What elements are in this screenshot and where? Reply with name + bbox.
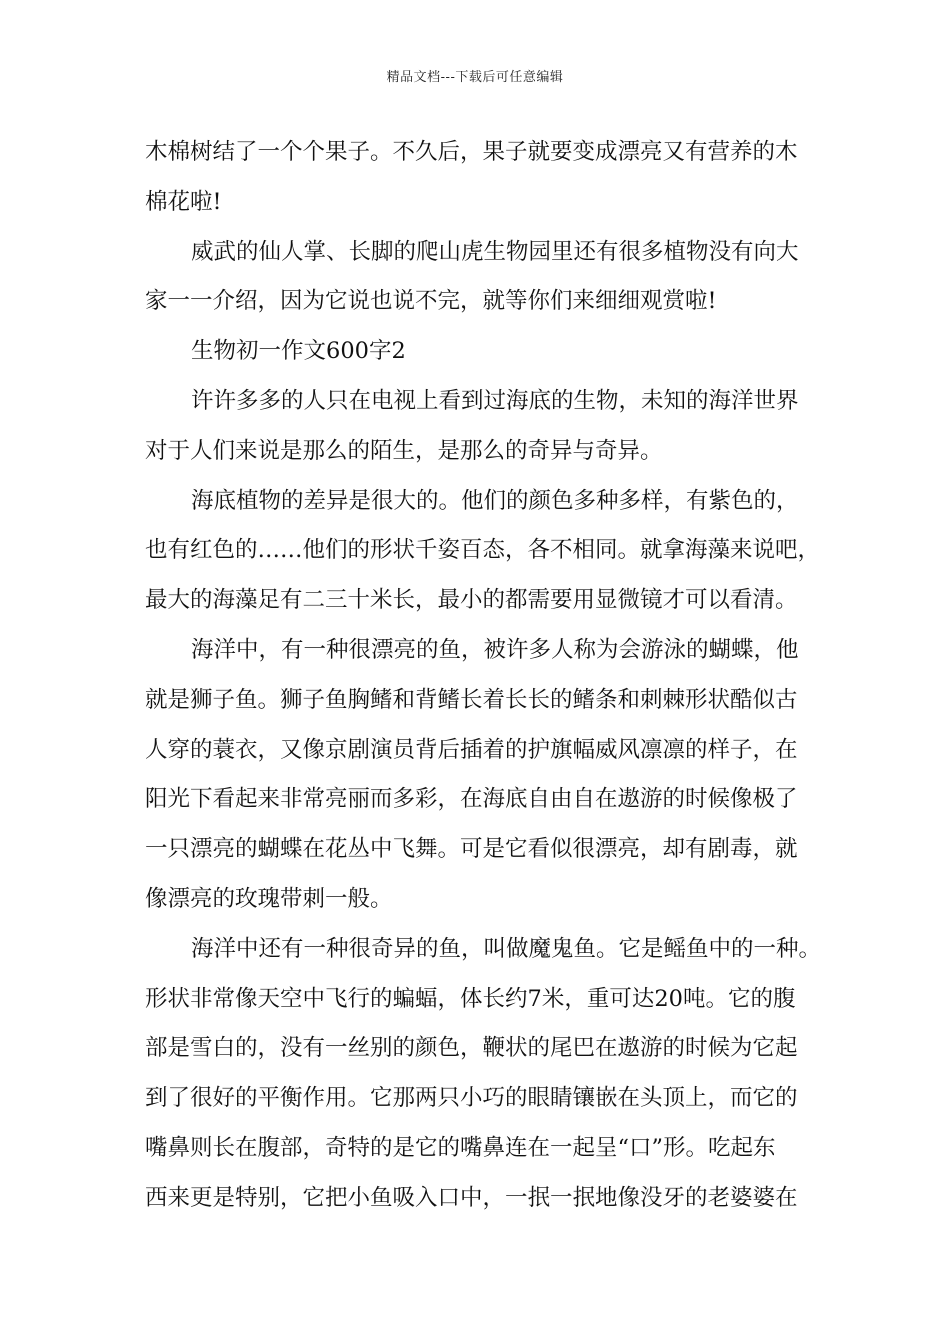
text-line: 部是雪白的，没有一丝别的颜色，鞭状的尾巴在遨游的时候为它起 [145, 1035, 798, 1062]
page-header: 精品文档---下载后可任意编辑 [386, 70, 564, 85]
text-line: 像漂亮的玫瑰带刺一般。 [145, 885, 393, 912]
text-line: 形状非常像天空中飞行的蝙蝠，体长约7米，重可达20吨。它的腹 [145, 985, 796, 1012]
text-line: 海洋中还有一种很奇异的鱼，叫做魔鬼鱼。它是鳐鱼中的一种。 [191, 935, 822, 962]
text-line: 棉花啦! [145, 188, 222, 215]
text-line: 海洋中，有一种很漂亮的鱼，被许多人称为会游泳的蝴蝶，他 [191, 636, 799, 663]
text-line: 木棉树结了一个个果子。不久后，果子就要变成漂亮又有营养的木 [145, 139, 798, 165]
text-line: 一只漂亮的蝴蝶在花丛中飞舞。可是它看似很漂亮，却有剧毒，就 [145, 836, 798, 863]
text-line: 许许多多的人只在电视上看到过海底的生物，未知的海洋世界 [191, 387, 799, 414]
text-line: 阳光下看起来非常亮丽而多彩，在海底自由自在遨游的时候像极了 [145, 786, 798, 813]
text-line: 家一一介绍，因为它说也说不完，就等你们来细细观赏啦! [145, 288, 717, 315]
text-line: 嘴鼻则长在腹部，奇特的是它的嘴鼻连在一起呈“口”形。吃起东 [145, 1134, 776, 1161]
text-line: 威武的仙人掌、长脚的爬山虎生物园里还有很多植物没有向大 [191, 238, 799, 265]
text-line: 西来更是特别，它把小鱼吸入口中，一抿一抿地像没牙的老婆婆在 [145, 1184, 798, 1211]
text-line: 就是狮子鱼。狮子鱼胸鳍和背鳍长着长长的鳍条和刺棘形状酷似古 [145, 686, 798, 713]
text-line: 也有红色的……他们的形状千姿百态，各不相同。就拿海藻来说吧， [145, 537, 821, 564]
text-line: 生物初一作文600字2 [191, 338, 406, 365]
text-line: 海底植物的差异是很大的。他们的颜色多种多样，有紫色的， [191, 487, 799, 514]
text-line: 人穿的蓑衣，又像京剧演员背后插着的护旗幅威风凛凛的样子，在 [145, 736, 798, 763]
text-line: 到了很好的平衡作用。它那两只小巧的眼睛镶嵌在头顶上，而它的 [145, 1085, 798, 1112]
document-body [145, 128, 825, 1224]
text-line: 对于人们来说是那么的陌生，是那么的奇异与奇异。 [145, 437, 663, 464]
text-line: 最大的海藻足有二三十米长，最小的都需要用显微镜才可以看清。 [145, 587, 798, 614]
